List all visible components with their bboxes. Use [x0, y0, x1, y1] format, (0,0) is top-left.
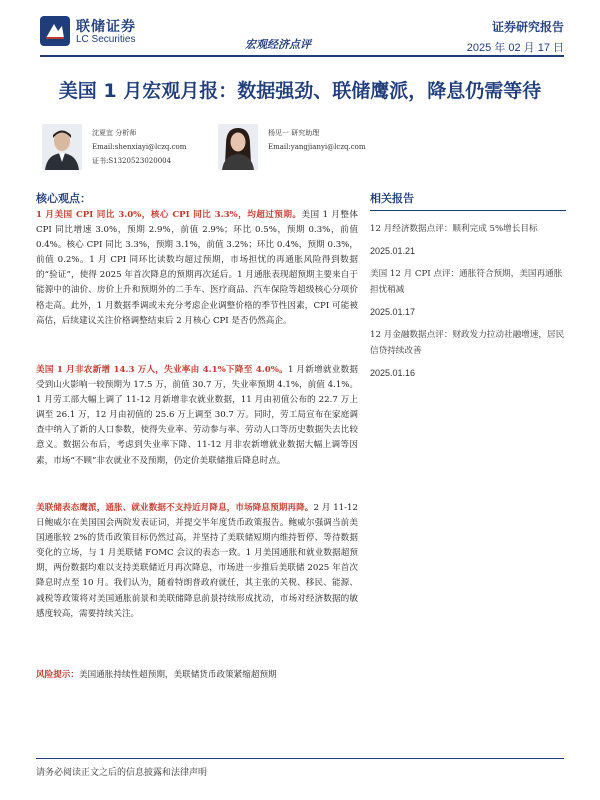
fed-lead: 美联储表态鹰派，通胀、就业数据不支持近月降息，市场降息预期再降。: [36, 503, 314, 513]
core-heading: 核心观点：: [36, 192, 91, 205]
related-report-title[interactable]: 12 月经济数据点评：顺利完成 5%增长目标: [370, 224, 538, 234]
related-report-date: 2025.01.17: [370, 307, 416, 318]
author-1-email[interactable]: Email:shenxiayi@lczq.com: [92, 143, 187, 151]
report-type: 证券研究报告: [491, 20, 564, 34]
cpi-lead: 1 月美国 CPI 同比 3.0%，核心 CPI 同比 3.3%，均超过预期。: [36, 210, 302, 220]
disclosure-note: 请务必阅读正文之后的信息披露和法律声明: [36, 768, 208, 778]
related-reports: [370, 190, 566, 378]
header-right: [467, 18, 564, 55]
cpi-body: 美国 1 月整体 CPI 同比增速 3.0%，预期 2.9%，前值 2.9%；环比 0.5%，预期 0.3%，前值 0.4%。核心 CPI 同比 3.3%，预期 3.1%，前值 3.2%；环比 0.4%，预期 0.3%，前值 0.2%。1 月 CPI 同环比读数均超过预期，市场担忧的再通胀风险得到数据的“验证”，使得 2025 年首次降息的预期再次延后。1 月通胀表现超预期主要来自于能源中的油价、房价上升和预期外的二手车、医疗商品、汽车保险等超级核心分项价格走高。此外，1 月数据季调或未充分考虑企业调整价格的季节性因素，CPI 可能被高估，后续建议关注价格调整结束后 2 月核心 CPI 是否仍然高企。: [36, 210, 358, 326]
author-1-cert: 证书:S1320523020004: [92, 157, 172, 165]
related-report-date: 2025.01.16: [370, 368, 416, 379]
author-card-1: [42, 124, 232, 178]
payrolls-lead: 美国 1 月非农新增 14.3 万人，失业率由 4.1%下降至 4.0%。: [36, 365, 288, 375]
report-date: 2025 年 02 月 17 日: [466, 42, 564, 54]
logo-text-en: LC Securities: [76, 34, 136, 45]
related-report-date: 2025.01.21: [370, 246, 416, 257]
author-card-2: [218, 124, 408, 178]
lc-logo-icon: [40, 16, 70, 46]
core-paragraph-payrolls: [36, 363, 358, 469]
report-section: 宏观经济点评: [245, 38, 311, 51]
header-divider: [40, 55, 564, 57]
risk-body: 美国通胀持续性超预期，美联储货币政策紧缩超预期: [78, 670, 277, 680]
report-header: [40, 14, 564, 54]
related-report-title[interactable]: 美国 12 月 CPI 点评：通胀符合预期，美国再通胀担忧稍减: [370, 269, 563, 295]
fed-body: 2 月 11-12 日鲍威尔在美国国会两院发表证词，并提交半年度货币政策报告。鲍威尔强调当前美国通胀较 2%的货币政策目标仍然过高，并坚持了美联储短期内维持暂停、等待数据变化的立场，与 1 月美联储 FOMC 会议的表态一致。1 月美国通胀和就业数据超预期，两份数据均难以支持美联储近月再次降息，市场进一步推后美联储 2025 年首次降息时点至 10 月。我们认为，随着特朗普政府就任，其主张的关税、移民、能源、减税等政策将对美国通胀前景和美联储降息前景持续形成扰动，市场对经济数据的敏感度较高，需要持续关注。: [36, 503, 358, 619]
author-2-email[interactable]: Email:yangjianyi@lczq.com: [268, 143, 366, 151]
payrolls-body: 1 月新增就业数据受到山火影响一较预期为 17.5 万，前值 30.7 万，失业率预期 4.1%，前值 4.1%。1 月劳工部大幅上调了 11-12 月新增非农就业数据，11 月由初值公布的 22.7 万上调至 26.1 万，12 月由初值的 25.6 万上调至 30.7 万。同时，劳工局宣布在家庭调查中纳入了新的人口参数，使得失业率、劳动参与率、劳动人口等历史数据失去比较意义。数据公布后，考虑到失业率下降、11-12 月非农新增就业数据大幅上调等因素，市场“不顾”非农就业不及预期，仍定价美联储推后降息时点。: [36, 365, 358, 466]
author-photo-1: [42, 124, 82, 170]
author-photo-2: [218, 124, 258, 170]
core-paragraph-cpi: [36, 208, 358, 329]
related-heading: 相关报告: [370, 190, 566, 211]
logo-text-cn: 联储证券: [76, 19, 136, 35]
footer-divider: [36, 758, 564, 759]
risk-warning: [36, 668, 358, 683]
author-1-name: 沈夏宜 分析师: [92, 129, 137, 137]
risk-lead: 风险提示：: [36, 670, 79, 680]
company-logo: [40, 14, 200, 48]
report-title: 美国 1 月宏观月报：数据强劲、联储鹰派，降息仍需等待: [58, 80, 542, 102]
core-paragraph-fed: [36, 501, 358, 622]
related-report-title[interactable]: 12 月金融数据点评：财政发力拉动社融增速，居民信贷持续改善: [370, 330, 565, 356]
author-2-name: 杨见一 研究助理: [268, 129, 320, 137]
